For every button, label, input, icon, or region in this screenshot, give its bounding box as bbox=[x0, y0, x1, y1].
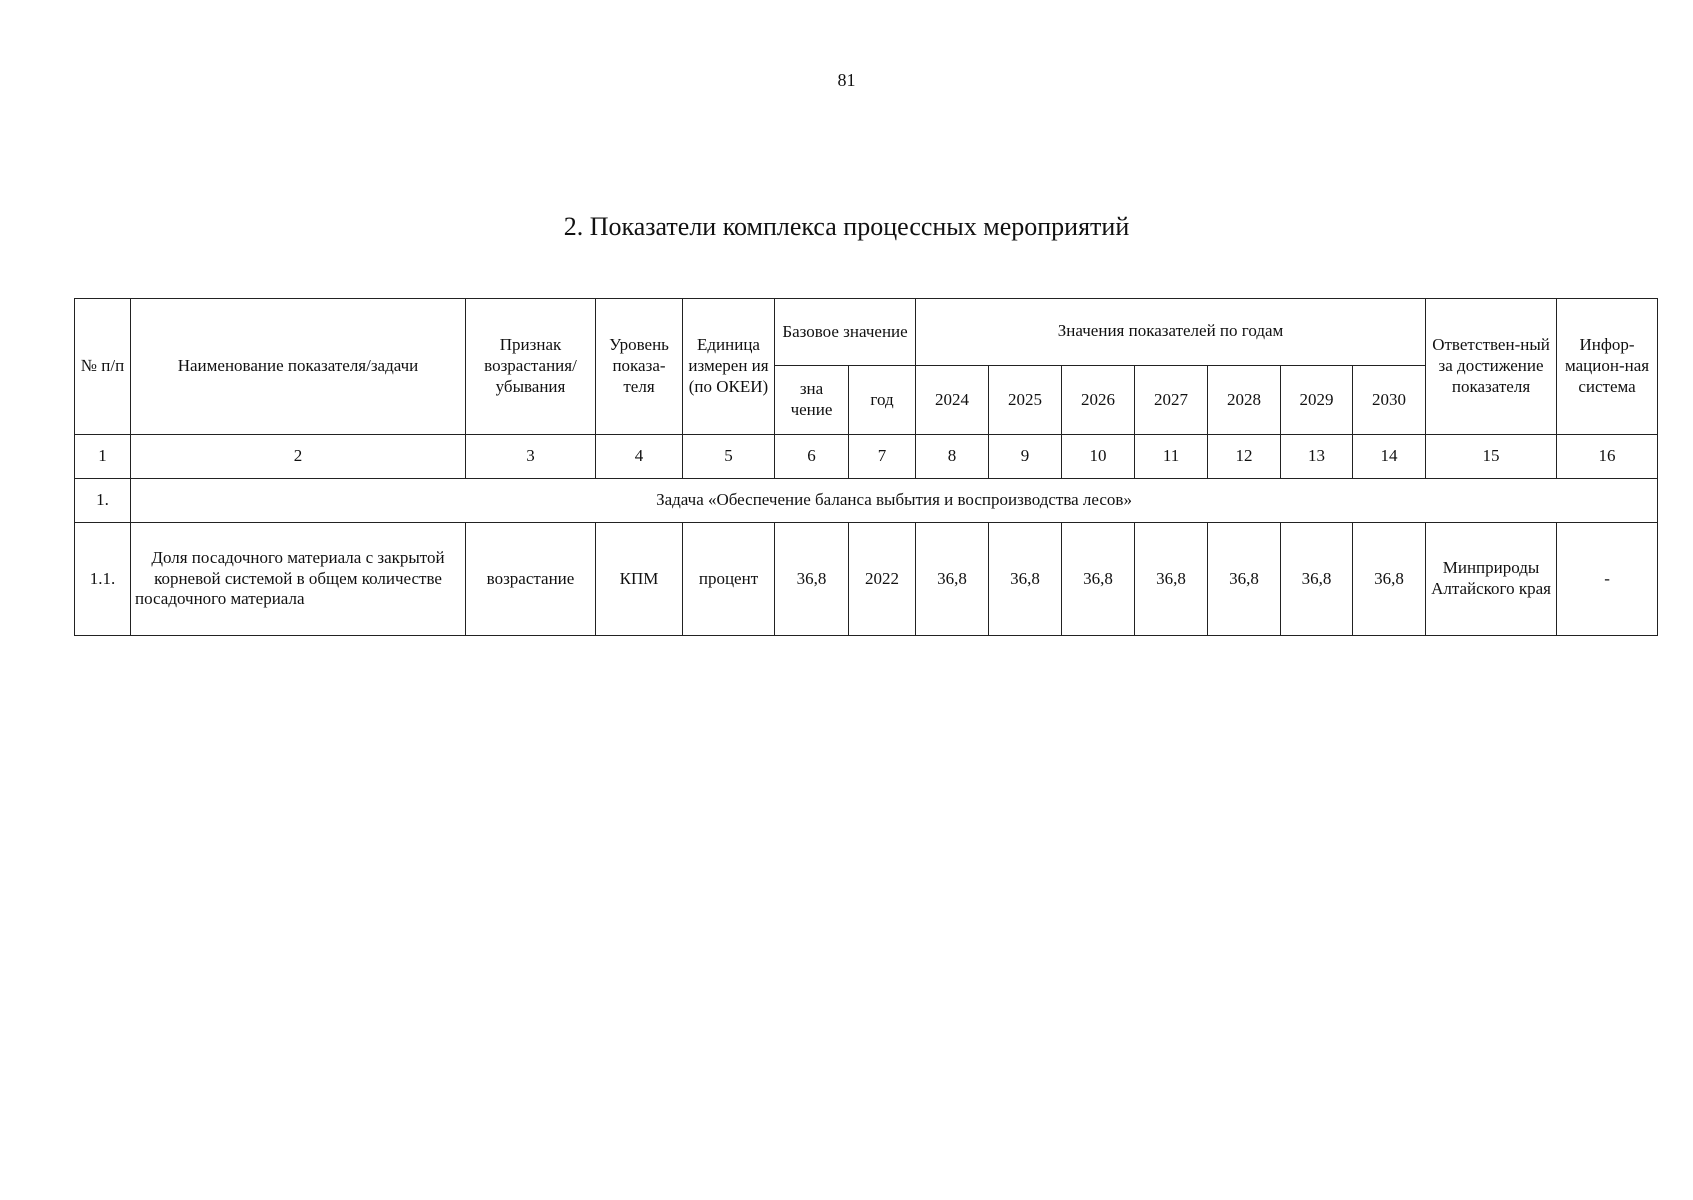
row-indicator-name: Доля посадочного материала с закрытой корневой системой в общем количестве посадочного материала bbox=[131, 523, 466, 636]
table-row bbox=[75, 523, 1658, 636]
column-number: 5 bbox=[683, 435, 775, 479]
row-info-system: - bbox=[1557, 523, 1658, 636]
header-level: Уровень показа-теля bbox=[596, 299, 683, 435]
row-level: КПМ bbox=[596, 523, 683, 636]
column-number: 9 bbox=[989, 435, 1062, 479]
row-year-value: 36,8 bbox=[989, 523, 1062, 636]
row-year-value: 36,8 bbox=[1135, 523, 1208, 636]
row-responsible: Минприроды Алтайского края bbox=[1426, 523, 1557, 636]
column-number: 1 bbox=[75, 435, 131, 479]
row-num: 1.1. bbox=[75, 523, 131, 636]
header-base: Базовое значение bbox=[775, 299, 916, 366]
section-title: 2. Показатели комплекса процессных мероприятий bbox=[563, 212, 1130, 241]
page-number: 81 bbox=[837, 70, 856, 90]
header-responsible: Ответствен-ный за достижение показателя bbox=[1426, 299, 1557, 435]
row-year-value: 36,8 bbox=[1208, 523, 1281, 636]
column-number: 7 bbox=[849, 435, 916, 479]
header-name: Наименование показателя/задачи bbox=[131, 299, 466, 435]
header-unit: Единица измерен ия (по ОКЕИ) bbox=[683, 299, 775, 435]
header-year: 2030 bbox=[1353, 366, 1426, 435]
column-number: 11 bbox=[1135, 435, 1208, 479]
header-base-year: год bbox=[849, 366, 916, 435]
header-base-value: зна чение bbox=[775, 366, 849, 435]
column-number: 3 bbox=[466, 435, 596, 479]
header-year: 2025 bbox=[989, 366, 1062, 435]
row-year-value: 36,8 bbox=[916, 523, 989, 636]
row-sign: возрастание bbox=[466, 523, 596, 636]
header-year: 2026 bbox=[1062, 366, 1135, 435]
header-year: 2024 bbox=[916, 366, 989, 435]
header-year: 2028 bbox=[1208, 366, 1281, 435]
column-number: 13 bbox=[1281, 435, 1353, 479]
column-number: 4 bbox=[596, 435, 683, 479]
row-year-value: 36,8 bbox=[1281, 523, 1353, 636]
row-year-value: 36,8 bbox=[1353, 523, 1426, 636]
row-year-value: 36,8 bbox=[1062, 523, 1135, 636]
column-number: 6 bbox=[775, 435, 849, 479]
column-number: 10 bbox=[1062, 435, 1135, 479]
column-number-row bbox=[75, 435, 1658, 479]
column-number: 15 bbox=[1426, 435, 1557, 479]
header-years-group: Значения показателей по годам bbox=[916, 299, 1426, 366]
header-year: 2027 bbox=[1135, 366, 1208, 435]
column-number: 2 bbox=[131, 435, 466, 479]
row-base-value: 36,8 bbox=[775, 523, 849, 636]
header-year: 2029 bbox=[1281, 366, 1353, 435]
column-number: 16 bbox=[1557, 435, 1658, 479]
header-sign: Признак возрастания/ убывания bbox=[466, 299, 596, 435]
header-num: № п/п bbox=[75, 299, 131, 435]
column-number: 12 bbox=[1208, 435, 1281, 479]
task-text: Задача «Обеспечение баланса выбытия и воспроизводства лесов» bbox=[131, 479, 1658, 523]
task-row bbox=[75, 479, 1658, 523]
row-base-year: 2022 bbox=[849, 523, 916, 636]
column-number: 8 bbox=[916, 435, 989, 479]
indicators-table bbox=[74, 298, 1658, 636]
header-row-1 bbox=[75, 299, 1658, 366]
task-num: 1. bbox=[75, 479, 131, 523]
column-number: 14 bbox=[1353, 435, 1426, 479]
row-unit: процент bbox=[683, 523, 775, 636]
header-info-system: Инфор-мацион-ная система bbox=[1557, 299, 1658, 435]
